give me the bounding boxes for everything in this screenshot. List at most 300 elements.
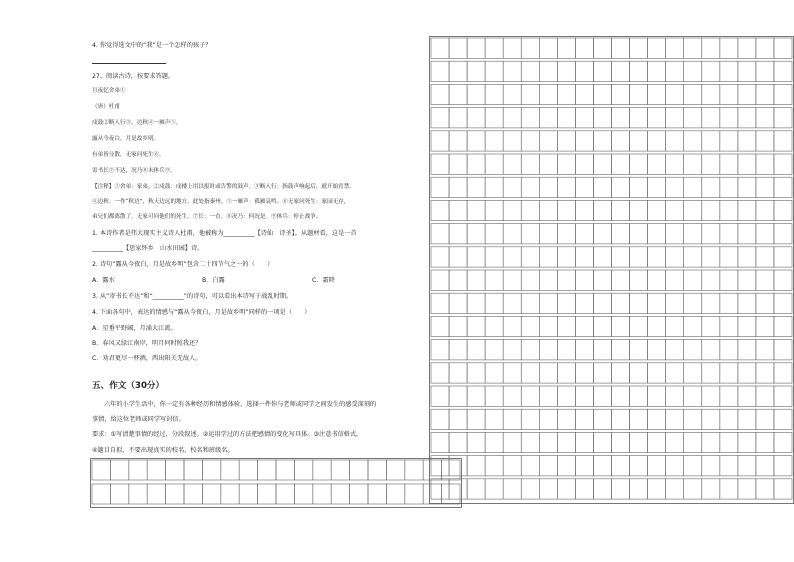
grid-cell[interactable]	[449, 154, 467, 174]
grid-cell[interactable]	[503, 131, 521, 151]
grid-cell[interactable]	[720, 386, 738, 406]
grid-cell[interactable]	[503, 154, 521, 174]
grid-cell[interactable]	[485, 247, 503, 267]
grid-cell[interactable]	[521, 479, 539, 499]
grid-cell[interactable]	[702, 247, 720, 267]
grid-cell[interactable]	[539, 432, 557, 452]
grid-cell[interactable]	[666, 131, 684, 151]
grid-cell[interactable]	[539, 247, 557, 267]
grid-cell[interactable]	[738, 479, 756, 499]
grid-cell[interactable]	[612, 293, 630, 313]
grid-cell[interactable]	[405, 484, 423, 504]
grid-cell[interactable]	[774, 38, 792, 58]
grid-cell[interactable]	[774, 363, 792, 383]
grid-cell[interactable]	[648, 224, 666, 244]
grid-cell[interactable]	[684, 409, 702, 429]
grid-cell[interactable]	[313, 484, 331, 504]
grid-cell[interactable]	[485, 84, 503, 104]
grid-cell[interactable]	[738, 456, 756, 476]
grid-cell[interactable]	[684, 363, 702, 383]
grid-cell[interactable]	[557, 61, 575, 81]
grid-cell[interactable]	[575, 432, 593, 452]
grid-cell[interactable]	[702, 84, 720, 104]
grid-cell[interactable]	[630, 131, 648, 151]
grid-cell[interactable]	[720, 456, 738, 476]
grid-cell[interactable]	[449, 479, 467, 499]
grid-cell[interactable]	[738, 432, 756, 452]
grid-cell[interactable]	[756, 456, 774, 476]
grid-cell[interactable]	[467, 432, 485, 452]
grid-cell[interactable]	[756, 200, 774, 220]
grid-cell[interactable]	[485, 200, 503, 220]
grid-cell[interactable]	[630, 479, 648, 499]
grid-cell[interactable]	[449, 432, 467, 452]
grid-cell[interactable]	[702, 432, 720, 452]
grid-cell[interactable]	[467, 61, 485, 81]
grid-cell[interactable]	[756, 363, 774, 383]
grid-cell[interactable]	[539, 108, 557, 128]
grid-cell[interactable]	[521, 84, 539, 104]
grid-cell[interactable]	[575, 270, 593, 290]
grid-cell[interactable]	[539, 154, 557, 174]
grid-cell[interactable]	[630, 38, 648, 58]
grid-cell[interactable]	[648, 38, 666, 58]
grid-cell[interactable]	[431, 154, 449, 174]
grid-cell[interactable]	[449, 224, 467, 244]
grid-cell[interactable]	[738, 154, 756, 174]
grid-cell[interactable]	[503, 479, 521, 499]
grid-cell[interactable]	[92, 460, 110, 480]
grid-cell[interactable]	[756, 409, 774, 429]
grid-cell[interactable]	[738, 409, 756, 429]
grid-cell[interactable]	[756, 224, 774, 244]
grid-cell[interactable]	[666, 200, 684, 220]
grid-cell[interactable]	[557, 363, 575, 383]
grid-cell[interactable]	[648, 386, 666, 406]
grid-cell[interactable]	[539, 479, 557, 499]
grid-cell[interactable]	[431, 108, 449, 128]
grid-cell[interactable]	[521, 224, 539, 244]
grid-cell[interactable]	[467, 456, 485, 476]
grid-cell[interactable]	[147, 484, 165, 504]
grid-cell[interactable]	[539, 316, 557, 336]
grid-cell[interactable]	[702, 363, 720, 383]
grid-cell[interactable]	[612, 38, 630, 58]
grid-cell[interactable]	[431, 479, 449, 499]
grid-cell[interactable]	[593, 200, 611, 220]
grid-cell[interactable]	[521, 131, 539, 151]
grid-cell[interactable]	[431, 247, 449, 267]
grid-cell[interactable]	[449, 456, 467, 476]
grid-cell[interactable]	[575, 456, 593, 476]
grid-cell[interactable]	[557, 38, 575, 58]
grid-cell[interactable]	[720, 224, 738, 244]
grid-cell[interactable]	[485, 386, 503, 406]
grid-cell[interactable]	[666, 293, 684, 313]
grid-cell[interactable]	[666, 177, 684, 197]
grid-cell[interactable]	[702, 108, 720, 128]
grid-cell[interactable]	[503, 293, 521, 313]
grid-cell[interactable]	[666, 409, 684, 429]
grid-cell[interactable]	[557, 84, 575, 104]
grid-cell[interactable]	[648, 409, 666, 429]
grid-cell[interactable]	[648, 363, 666, 383]
grid-cell[interactable]	[539, 177, 557, 197]
grid-cell[interactable]	[593, 108, 611, 128]
grid-cell[interactable]	[648, 200, 666, 220]
grid-cell[interactable]	[431, 363, 449, 383]
grid-cell[interactable]	[630, 224, 648, 244]
grid-cell[interactable]	[756, 84, 774, 104]
grid-cell[interactable]	[756, 432, 774, 452]
grid-cell[interactable]	[630, 84, 648, 104]
grid-cell[interactable]	[557, 456, 575, 476]
grid-cell[interactable]	[239, 484, 257, 504]
grid-cell[interactable]	[539, 61, 557, 81]
grid-cell[interactable]	[684, 108, 702, 128]
grid-cell[interactable]	[503, 316, 521, 336]
grid-cell[interactable]	[386, 460, 404, 480]
grid-cell[interactable]	[467, 200, 485, 220]
grid-cell[interactable]	[521, 200, 539, 220]
grid-cell[interactable]	[702, 479, 720, 499]
grid-cell[interactable]	[720, 479, 738, 499]
grid-cell[interactable]	[521, 247, 539, 267]
grid-cell[interactable]	[485, 479, 503, 499]
grid-cell[interactable]	[612, 108, 630, 128]
grid-cell[interactable]	[666, 270, 684, 290]
grid-cell[interactable]	[756, 131, 774, 151]
grid-cell[interactable]	[612, 154, 630, 174]
grid-cell[interactable]	[575, 177, 593, 197]
grid-cell[interactable]	[593, 247, 611, 267]
grid-cell[interactable]	[405, 460, 423, 480]
grid-cell[interactable]	[467, 340, 485, 360]
grid-cell[interactable]	[738, 340, 756, 360]
grid-cell[interactable]	[648, 270, 666, 290]
grid-cell[interactable]	[774, 224, 792, 244]
grid-cell[interactable]	[593, 84, 611, 104]
grid-cell[interactable]	[593, 38, 611, 58]
grid-cell[interactable]	[648, 177, 666, 197]
grid-cell[interactable]	[467, 247, 485, 267]
grid-cell[interactable]	[221, 484, 239, 504]
grid-cell[interactable]	[92, 484, 110, 504]
grid-cell[interactable]	[774, 479, 792, 499]
grid-cell[interactable]	[449, 316, 467, 336]
grid-cell[interactable]	[612, 270, 630, 290]
grid-cell[interactable]	[630, 200, 648, 220]
grid-cell[interactable]	[503, 200, 521, 220]
grid-cell[interactable]	[166, 484, 184, 504]
grid-cell[interactable]	[368, 460, 386, 480]
grid-cell[interactable]	[485, 270, 503, 290]
grid-cell[interactable]	[720, 340, 738, 360]
grid-cell[interactable]	[720, 177, 738, 197]
grid-cell[interactable]	[449, 409, 467, 429]
grid-cell[interactable]	[575, 154, 593, 174]
grid-cell[interactable]	[431, 224, 449, 244]
grid-cell[interactable]	[503, 108, 521, 128]
grid-cell[interactable]	[702, 61, 720, 81]
grid-cell[interactable]	[593, 154, 611, 174]
grid-cell[interactable]	[648, 340, 666, 360]
grid-cell[interactable]	[449, 363, 467, 383]
grid-cell[interactable]	[575, 363, 593, 383]
grid-cell[interactable]	[575, 200, 593, 220]
grid-cell[interactable]	[738, 84, 756, 104]
grid-cell[interactable]	[449, 200, 467, 220]
grid-cell[interactable]	[756, 154, 774, 174]
grid-cell[interactable]	[276, 460, 294, 480]
grid-cell[interactable]	[756, 386, 774, 406]
grid-cell[interactable]	[666, 38, 684, 58]
grid-cell[interactable]	[702, 340, 720, 360]
grid-cell[interactable]	[738, 363, 756, 383]
grid-cell[interactable]	[648, 316, 666, 336]
grid-cell[interactable]	[575, 479, 593, 499]
grid-cell[interactable]	[449, 108, 467, 128]
grid-cell[interactable]	[467, 84, 485, 104]
grid-cell[interactable]	[774, 386, 792, 406]
grid-cell[interactable]	[756, 247, 774, 267]
grid-cell[interactable]	[684, 270, 702, 290]
grid-cell[interactable]	[666, 108, 684, 128]
grid-cell[interactable]	[258, 460, 276, 480]
grid-cell[interactable]	[630, 386, 648, 406]
grid-cell[interactable]	[593, 224, 611, 244]
grid-cell[interactable]	[756, 61, 774, 81]
grid-cell[interactable]	[666, 247, 684, 267]
grid-cell[interactable]	[431, 270, 449, 290]
grid-cell[interactable]	[485, 38, 503, 58]
grid-cell[interactable]	[666, 456, 684, 476]
grid-cell[interactable]	[431, 432, 449, 452]
grid-cell[interactable]	[593, 409, 611, 429]
grid-cell[interactable]	[485, 293, 503, 313]
grid-cell[interactable]	[648, 293, 666, 313]
grid-cell[interactable]	[684, 293, 702, 313]
grid-cell[interactable]	[557, 316, 575, 336]
grid-cell[interactable]	[449, 340, 467, 360]
grid-cell[interactable]	[431, 386, 449, 406]
grid-cell[interactable]	[684, 386, 702, 406]
grid-cell[interactable]	[666, 479, 684, 499]
grid-cell[interactable]	[521, 108, 539, 128]
grid-cell[interactable]	[110, 460, 128, 480]
grid-cell[interactable]	[575, 293, 593, 313]
grid-cell[interactable]	[485, 363, 503, 383]
grid-cell[interactable]	[485, 432, 503, 452]
grid-cell[interactable]	[503, 409, 521, 429]
grid-cell[interactable]	[612, 340, 630, 360]
grid-cell[interactable]	[630, 293, 648, 313]
grid-cell[interactable]	[774, 154, 792, 174]
grid-cell[interactable]	[612, 479, 630, 499]
grid-cell[interactable]	[666, 363, 684, 383]
grid-cell[interactable]	[756, 270, 774, 290]
grid-cell[interactable]	[593, 293, 611, 313]
grid-cell[interactable]	[702, 293, 720, 313]
grid-cell[interactable]	[350, 460, 368, 480]
grid-cell[interactable]	[575, 340, 593, 360]
grid-cell[interactable]	[575, 409, 593, 429]
grid-cell[interactable]	[575, 84, 593, 104]
grid-cell[interactable]	[648, 61, 666, 81]
grid-cell[interactable]	[575, 38, 593, 58]
grid-cell[interactable]	[702, 409, 720, 429]
grid-cell[interactable]	[684, 61, 702, 81]
grid-cell[interactable]	[467, 386, 485, 406]
grid-cell[interactable]	[720, 131, 738, 151]
grid-cell[interactable]	[575, 131, 593, 151]
grid-cell[interactable]	[184, 460, 202, 480]
grid-cell[interactable]	[350, 484, 368, 504]
grid-cell[interactable]	[684, 224, 702, 244]
grid-cell[interactable]	[557, 479, 575, 499]
grid-cell[interactable]	[756, 38, 774, 58]
grid-cell[interactable]	[467, 177, 485, 197]
grid-cell[interactable]	[630, 432, 648, 452]
grid-cell[interactable]	[521, 177, 539, 197]
grid-cell[interactable]	[485, 316, 503, 336]
grid-cell[interactable]	[485, 409, 503, 429]
grid-cell[interactable]	[449, 131, 467, 151]
grid-cell[interactable]	[630, 247, 648, 267]
grid-cell[interactable]	[294, 460, 312, 480]
grid-cell[interactable]	[539, 363, 557, 383]
grid-cell[interactable]	[557, 293, 575, 313]
grid-cell[interactable]	[575, 61, 593, 81]
grid-cell[interactable]	[110, 484, 128, 504]
grid-cell[interactable]	[521, 293, 539, 313]
grid-cell[interactable]	[702, 456, 720, 476]
grid-cell[interactable]	[774, 316, 792, 336]
grid-cell[interactable]	[593, 316, 611, 336]
grid-cell[interactable]	[684, 84, 702, 104]
grid-cell[interactable]	[756, 177, 774, 197]
grid-cell[interactable]	[503, 270, 521, 290]
grid-cell[interactable]	[684, 154, 702, 174]
grid-cell[interactable]	[184, 484, 202, 504]
grid-cell[interactable]	[503, 340, 521, 360]
grid-cell[interactable]	[684, 316, 702, 336]
grid-cell[interactable]	[503, 363, 521, 383]
grid-cell[interactable]	[720, 363, 738, 383]
grid-cell[interactable]	[684, 200, 702, 220]
grid-cell[interactable]	[485, 456, 503, 476]
grid-cell[interactable]	[612, 386, 630, 406]
grid-cell[interactable]	[431, 177, 449, 197]
grid-cell[interactable]	[774, 61, 792, 81]
grid-cell[interactable]	[147, 460, 165, 480]
grid-cell[interactable]	[521, 340, 539, 360]
grid-cell[interactable]	[684, 432, 702, 452]
grid-cell[interactable]	[431, 61, 449, 81]
grid-cell[interactable]	[521, 38, 539, 58]
grid-cell[interactable]	[648, 154, 666, 174]
grid-cell[interactable]	[431, 409, 449, 429]
grid-cell[interactable]	[774, 456, 792, 476]
grid-cell[interactable]	[485, 131, 503, 151]
grid-cell[interactable]	[467, 224, 485, 244]
grid-cell[interactable]	[575, 386, 593, 406]
grid-cell[interactable]	[738, 38, 756, 58]
grid-cell[interactable]	[593, 177, 611, 197]
grid-cell[interactable]	[557, 177, 575, 197]
grid-cell[interactable]	[612, 61, 630, 81]
grid-cell[interactable]	[720, 316, 738, 336]
grid-cell[interactable]	[774, 84, 792, 104]
grid-cell[interactable]	[774, 108, 792, 128]
grid-cell[interactable]	[431, 131, 449, 151]
grid-cell[interactable]	[431, 38, 449, 58]
grid-cell[interactable]	[684, 456, 702, 476]
writing-grid-bottom[interactable]	[90, 458, 462, 508]
grid-cell[interactable]	[503, 386, 521, 406]
grid-cell[interactable]	[756, 316, 774, 336]
grid-cell[interactable]	[431, 84, 449, 104]
grid-cell[interactable]	[431, 316, 449, 336]
grid-cell[interactable]	[521, 432, 539, 452]
grid-cell[interactable]	[684, 247, 702, 267]
grid-cell[interactable]	[738, 200, 756, 220]
grid-cell[interactable]	[738, 224, 756, 244]
grid-cell[interactable]	[557, 108, 575, 128]
grid-cell[interactable]	[630, 316, 648, 336]
grid-cell[interactable]	[612, 456, 630, 476]
grid-cell[interactable]	[648, 108, 666, 128]
grid-cell[interactable]	[202, 484, 220, 504]
grid-cell[interactable]	[720, 84, 738, 104]
grid-cell[interactable]	[539, 409, 557, 429]
grid-cell[interactable]	[666, 154, 684, 174]
grid-cell[interactable]	[557, 200, 575, 220]
grid-cell[interactable]	[612, 200, 630, 220]
grid-cell[interactable]	[557, 131, 575, 151]
grid-cell[interactable]	[539, 293, 557, 313]
grid-cell[interactable]	[630, 177, 648, 197]
grid-cell[interactable]	[666, 386, 684, 406]
grid-cell[interactable]	[612, 432, 630, 452]
grid-cell[interactable]	[557, 270, 575, 290]
grid-cell[interactable]	[503, 247, 521, 267]
grid-cell[interactable]	[539, 131, 557, 151]
grid-cell[interactable]	[648, 247, 666, 267]
grid-cell[interactable]	[521, 456, 539, 476]
grid-cell[interactable]	[630, 456, 648, 476]
grid-cell[interactable]	[593, 61, 611, 81]
grid-cell[interactable]	[648, 84, 666, 104]
answer-line[interactable]	[92, 63, 166, 64]
grid-cell[interactable]	[449, 84, 467, 104]
grid-cell[interactable]	[485, 154, 503, 174]
grid-cell[interactable]	[720, 154, 738, 174]
grid-cell[interactable]	[449, 247, 467, 267]
grid-cell[interactable]	[575, 247, 593, 267]
grid-cell[interactable]	[485, 61, 503, 81]
grid-cell[interactable]	[467, 108, 485, 128]
grid-cell[interactable]	[467, 479, 485, 499]
grid-cell[interactable]	[575, 224, 593, 244]
grid-cell[interactable]	[557, 154, 575, 174]
grid-cell[interactable]	[368, 484, 386, 504]
grid-cell[interactable]	[539, 84, 557, 104]
grid-cell[interactable]	[294, 484, 312, 504]
grid-cell[interactable]	[738, 386, 756, 406]
grid-cell[interactable]	[684, 38, 702, 58]
grid-cell[interactable]	[756, 479, 774, 499]
